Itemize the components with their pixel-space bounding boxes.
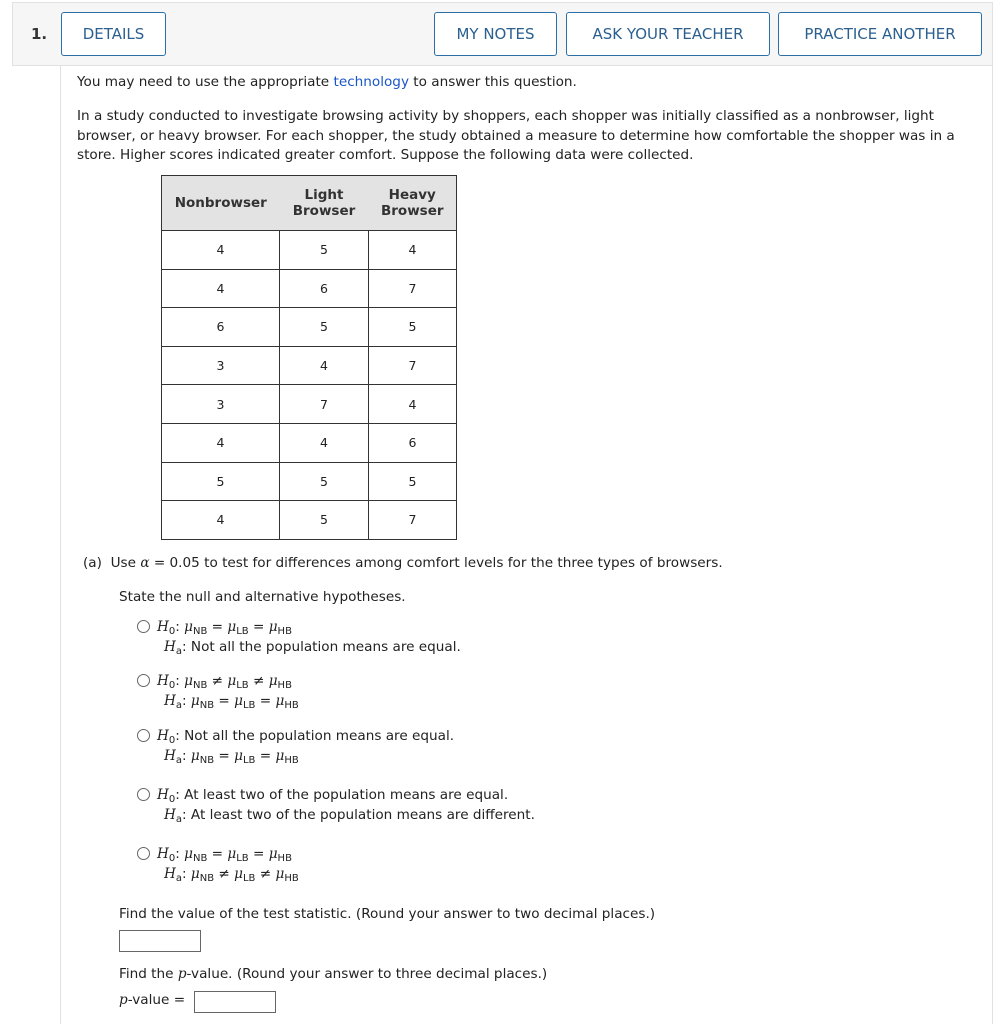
table-cell: 4 (162, 269, 280, 308)
p-value-prompt: Find the p-value. (Round your answer to three decimal places.) (119, 966, 548, 982)
table-row (162, 346, 457, 385)
table-cell: 4 (369, 385, 457, 424)
table-cell: 4 (369, 231, 457, 270)
question-number: 1. (31, 25, 48, 43)
table-cell: 4 (280, 346, 369, 385)
header-light-browser: Light Browser (280, 176, 369, 231)
p-value-input[interactable] (194, 991, 276, 1013)
alternative-hypothesis: $H_a$: $\mu_{NB} \ne \mu_{LB} \ne \mu_{HB}$ (164, 866, 299, 884)
table-cell: 4 (280, 423, 369, 462)
table-cell: 5 (280, 462, 369, 501)
alternative-hypothesis: $H_a$: At least two of the population means are different. (164, 807, 535, 825)
null-hypothesis: $H_0$: $\mu_{NB} \ne \mu_{LB} \ne \mu_{HB}$ (157, 673, 292, 691)
state-hypotheses-text: State the null and alternative hypotheses. (119, 589, 406, 605)
alternative-hypothesis: $H_a$: Not all the population means are equal. (164, 639, 461, 657)
null-hypothesis: $H_0$: $\mu_{NB} = \mu_{LB} = \mu_{HB}$ (157, 846, 292, 864)
null-hypothesis: $H_0$: Not all the population means are equal. (157, 728, 455, 746)
my-notes-button[interactable]: MY NOTES (434, 12, 557, 56)
problem-description: In a study conducted to investigate browsing activity by shoppers, each shopper was initially classified as a nonbrowser, light browser, or heavy browser. For each shopper, the study obtained a measure to determine how comfortable the shopper was in a store. Higher scores indicated greater comfort. Suppose the following data were collected. (77, 108, 955, 163)
table-row (162, 462, 457, 501)
table-cell: 7 (369, 269, 457, 308)
table-row (162, 231, 457, 270)
radio-button[interactable] (137, 729, 150, 742)
ask-teacher-button[interactable]: ASK YOUR TEACHER (566, 12, 770, 56)
radio-button[interactable] (137, 620, 150, 633)
table-row (162, 385, 457, 424)
header-heavy-browser: Heavy Browser (369, 176, 457, 231)
question-header (12, 2, 993, 66)
table-cell: 3 (162, 346, 280, 385)
table-cell: 5 (369, 462, 457, 501)
data-table (161, 175, 457, 540)
test-statistic-input[interactable] (119, 930, 201, 952)
header-nonbrowser: Nonbrowser (162, 176, 280, 231)
table-row (162, 501, 457, 540)
radio-button[interactable] (137, 788, 150, 801)
table-cell: 4 (162, 231, 280, 270)
test-statistic-prompt: Find the value of the test statistic. (Round your answer to two decimal places.) (119, 906, 656, 922)
table-cell: 7 (369, 346, 457, 385)
table-row (162, 308, 457, 347)
table-row (162, 423, 457, 462)
table-cell: 4 (162, 501, 280, 540)
table-cell: 4 (162, 423, 280, 462)
table-cell: 6 (162, 308, 280, 347)
null-hypothesis: $H_0$: $\mu_{NB} = \mu_{LB} = \mu_{HB}$ (157, 619, 292, 637)
technology-link[interactable]: technology (333, 74, 409, 90)
table-cell: 6 (280, 269, 369, 308)
null-hypothesis: $H_0$: At least two of the population means are equal. (157, 787, 509, 805)
practice-another-button[interactable]: PRACTICE ANOTHER (778, 12, 982, 56)
table-cell: 7 (369, 501, 457, 540)
table-row (162, 269, 457, 308)
table-cell: 7 (280, 385, 369, 424)
p-value-label: p-value = (119, 992, 186, 1008)
intro-text: You may need to use the appropriate technology to answer this question. (77, 74, 577, 90)
radio-button[interactable] (137, 674, 150, 687)
table-cell: 5 (280, 231, 369, 270)
table-header-row (162, 176, 457, 231)
question-body (60, 66, 993, 1024)
details-button[interactable]: DETAILS (61, 12, 166, 56)
alternative-hypothesis: $H_a$: $\mu_{NB} = \mu_{LB} = \mu_{HB}$ (164, 748, 299, 766)
table-cell: 5 (280, 308, 369, 347)
radio-button[interactable] (137, 847, 150, 860)
table-cell: 3 (162, 385, 280, 424)
table-cell: 6 (369, 423, 457, 462)
alternative-hypothesis: $H_a$: $\mu_{NB} = \mu_{LB} = \mu_{HB}$ (164, 693, 299, 711)
part-a-prompt: (a) Use α = 0.05 to test for differences among comfort levels for the three types of browsers. (83, 555, 723, 571)
table-cell: 5 (162, 462, 280, 501)
table-cell: 5 (280, 501, 369, 540)
table-cell: 5 (369, 308, 457, 347)
